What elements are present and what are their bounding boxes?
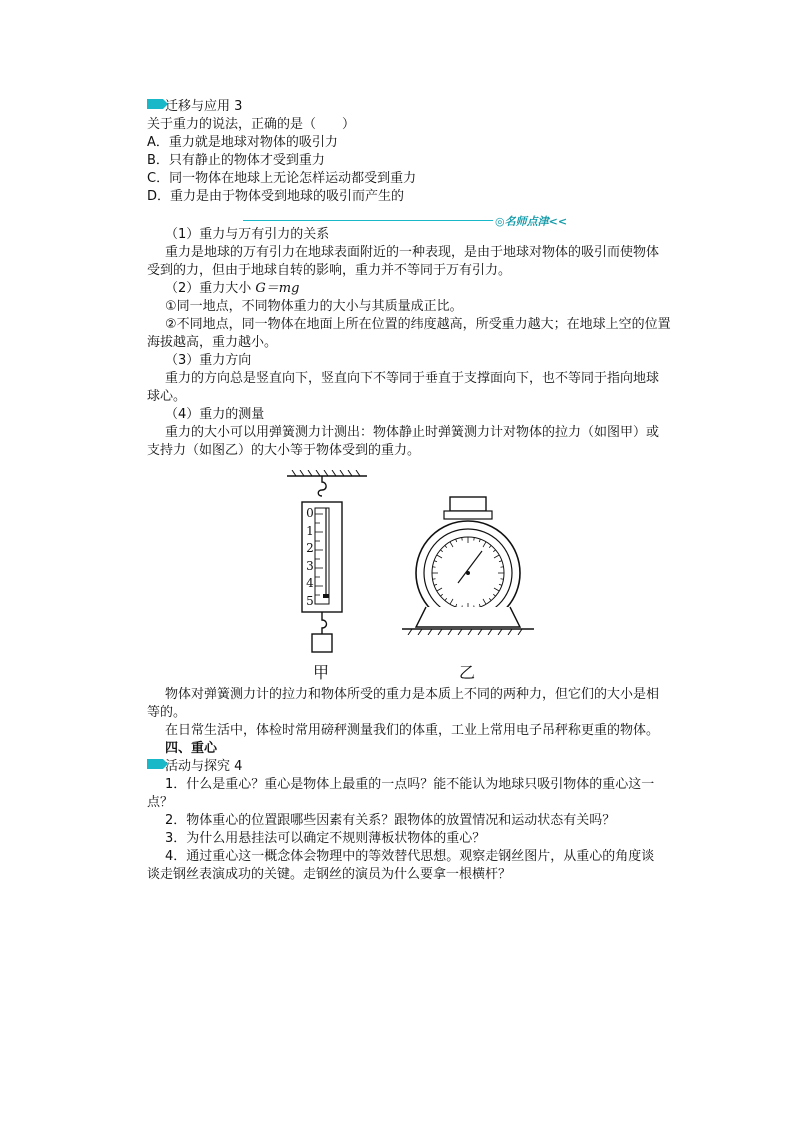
- scale-mark-3: 3: [306, 558, 314, 573]
- note-paragraph-1: 重力是地球的万有引力在地球表面附近的一种表现，是由于地球对物体的吸引而使物体: [165, 245, 660, 260]
- spring-scale-figure: [282, 470, 372, 660]
- section-heading: [147, 98, 242, 116]
- note-paragraph-4: 重力的大小可以用弹簧测力计测出：物体静止时弹簧测力计对物体的拉力（如图甲）或: [165, 425, 660, 440]
- scale-mark-0: 0: [306, 506, 314, 520]
- paragraph-5-cont: 等的。: [147, 705, 187, 720]
- scale-mark-5: 5: [306, 593, 314, 608]
- section-title: 迁移与应用 3: [165, 99, 243, 114]
- question-text: 关于重力的说法，正确的是（ ）: [147, 117, 356, 132]
- figure-caption-yi: 乙: [459, 663, 476, 682]
- note-paragraph-2b-cont: 海拔越高，重力越小。: [147, 335, 278, 350]
- activity-heading: [147, 758, 242, 776]
- dial-tick: [433, 579, 436, 580]
- paragraph-5: 物体对弹簧测力计的拉力和物体所受的重力是本质上不同的两种力，但它们的大小是相: [165, 687, 660, 702]
- option-d: D．重力是由于物体受到地球的吸引而产生的: [147, 189, 405, 204]
- question-1-cont: 点？: [147, 795, 174, 810]
- question-1: 1．什么是重心？重心是物体上最重的一点吗？能不能认为地球只吸引物体的重心这一: [165, 777, 655, 792]
- note-paragraph-4-cont: 支持力（如图乙）的大小等于物体受到的重力。: [147, 443, 421, 458]
- note-heading-4: （4）重力的测量: [165, 407, 265, 422]
- platform-scale-figure: [402, 495, 534, 635]
- scale-labels: [304, 505, 316, 611]
- question-4-cont: 谈走钢丝表演成功的关键。走钢丝的演员为什么要拿一根横杆？: [147, 867, 512, 882]
- note-heading-2: [165, 280, 299, 298]
- question-3: 3．为什么用悬挂法可以确定不规则薄板状物体的重心？: [165, 831, 486, 846]
- note-heading-3: （3）重力方向: [165, 353, 252, 368]
- dial-tick: [474, 538, 475, 541]
- note-paragraph-3-cont: 球心。: [147, 389, 187, 404]
- figure-caption-jia: 甲: [313, 663, 330, 682]
- note-paragraph-3: 重力的方向总是竖直向下，竖直向下不等同于垂直于支撑面向下，也不等同于指向地球: [165, 371, 660, 386]
- paragraph-6: 在日常生活中，体检时常用磅秤测量我们的体重，工业上常用电子吊秤称更重的物体。: [165, 723, 660, 738]
- activity-title: 活动与探究 4: [165, 759, 243, 774]
- note-paragraph-2b: ②不同地点，同一物体在地面上所在位置的纬度越高，所受重力越大；在地球上空的位置: [165, 317, 671, 332]
- section-tag-icon: [147, 759, 163, 769]
- question-4: 4．通过重心这一概念体会物理中的等效替代思想。观察走钢丝图片，从重心的角度谈: [165, 849, 655, 864]
- divider-rule: [243, 220, 493, 221]
- dial-tick: [500, 567, 503, 568]
- option-c: C．同一物体在地球上无论怎样运动都受到重力: [147, 171, 417, 186]
- scale-mark-2: 2: [306, 541, 314, 556]
- question-2: 2．物体重心的位置跟哪些因素有关系？跟物体的放置情况和运动状态有关吗？: [165, 813, 616, 828]
- dial-tick: [462, 538, 463, 541]
- scale-mark-4: 4: [306, 576, 314, 591]
- section-divider: [243, 213, 583, 227]
- section-4-heading: 四、重心: [165, 741, 218, 756]
- scale-mark-1: 1: [306, 523, 314, 538]
- section-tag-icon: [147, 99, 163, 109]
- note-paragraph-1-cont: 受到的力，但由于地球自转的影响，重力并不等同于万有引力。: [147, 263, 512, 278]
- divider-badge: ◎名师点津<<: [495, 215, 568, 228]
- dial-tick: [500, 579, 503, 580]
- option-b: B．只有静止的物体才受到重力: [147, 153, 325, 168]
- dial-tick: [433, 567, 436, 568]
- option-a: A．重力就是地球对物体的吸引力: [147, 135, 338, 150]
- note-heading-1: （1）重力与万有引力的关系: [165, 227, 330, 242]
- gravity-formula: G＝mg: [255, 281, 300, 296]
- note-heading-2-label: （2）重力大小: [165, 281, 256, 296]
- note-paragraph-2: ①同一地点，不同物体重力的大小与其质量成正比。: [165, 299, 463, 314]
